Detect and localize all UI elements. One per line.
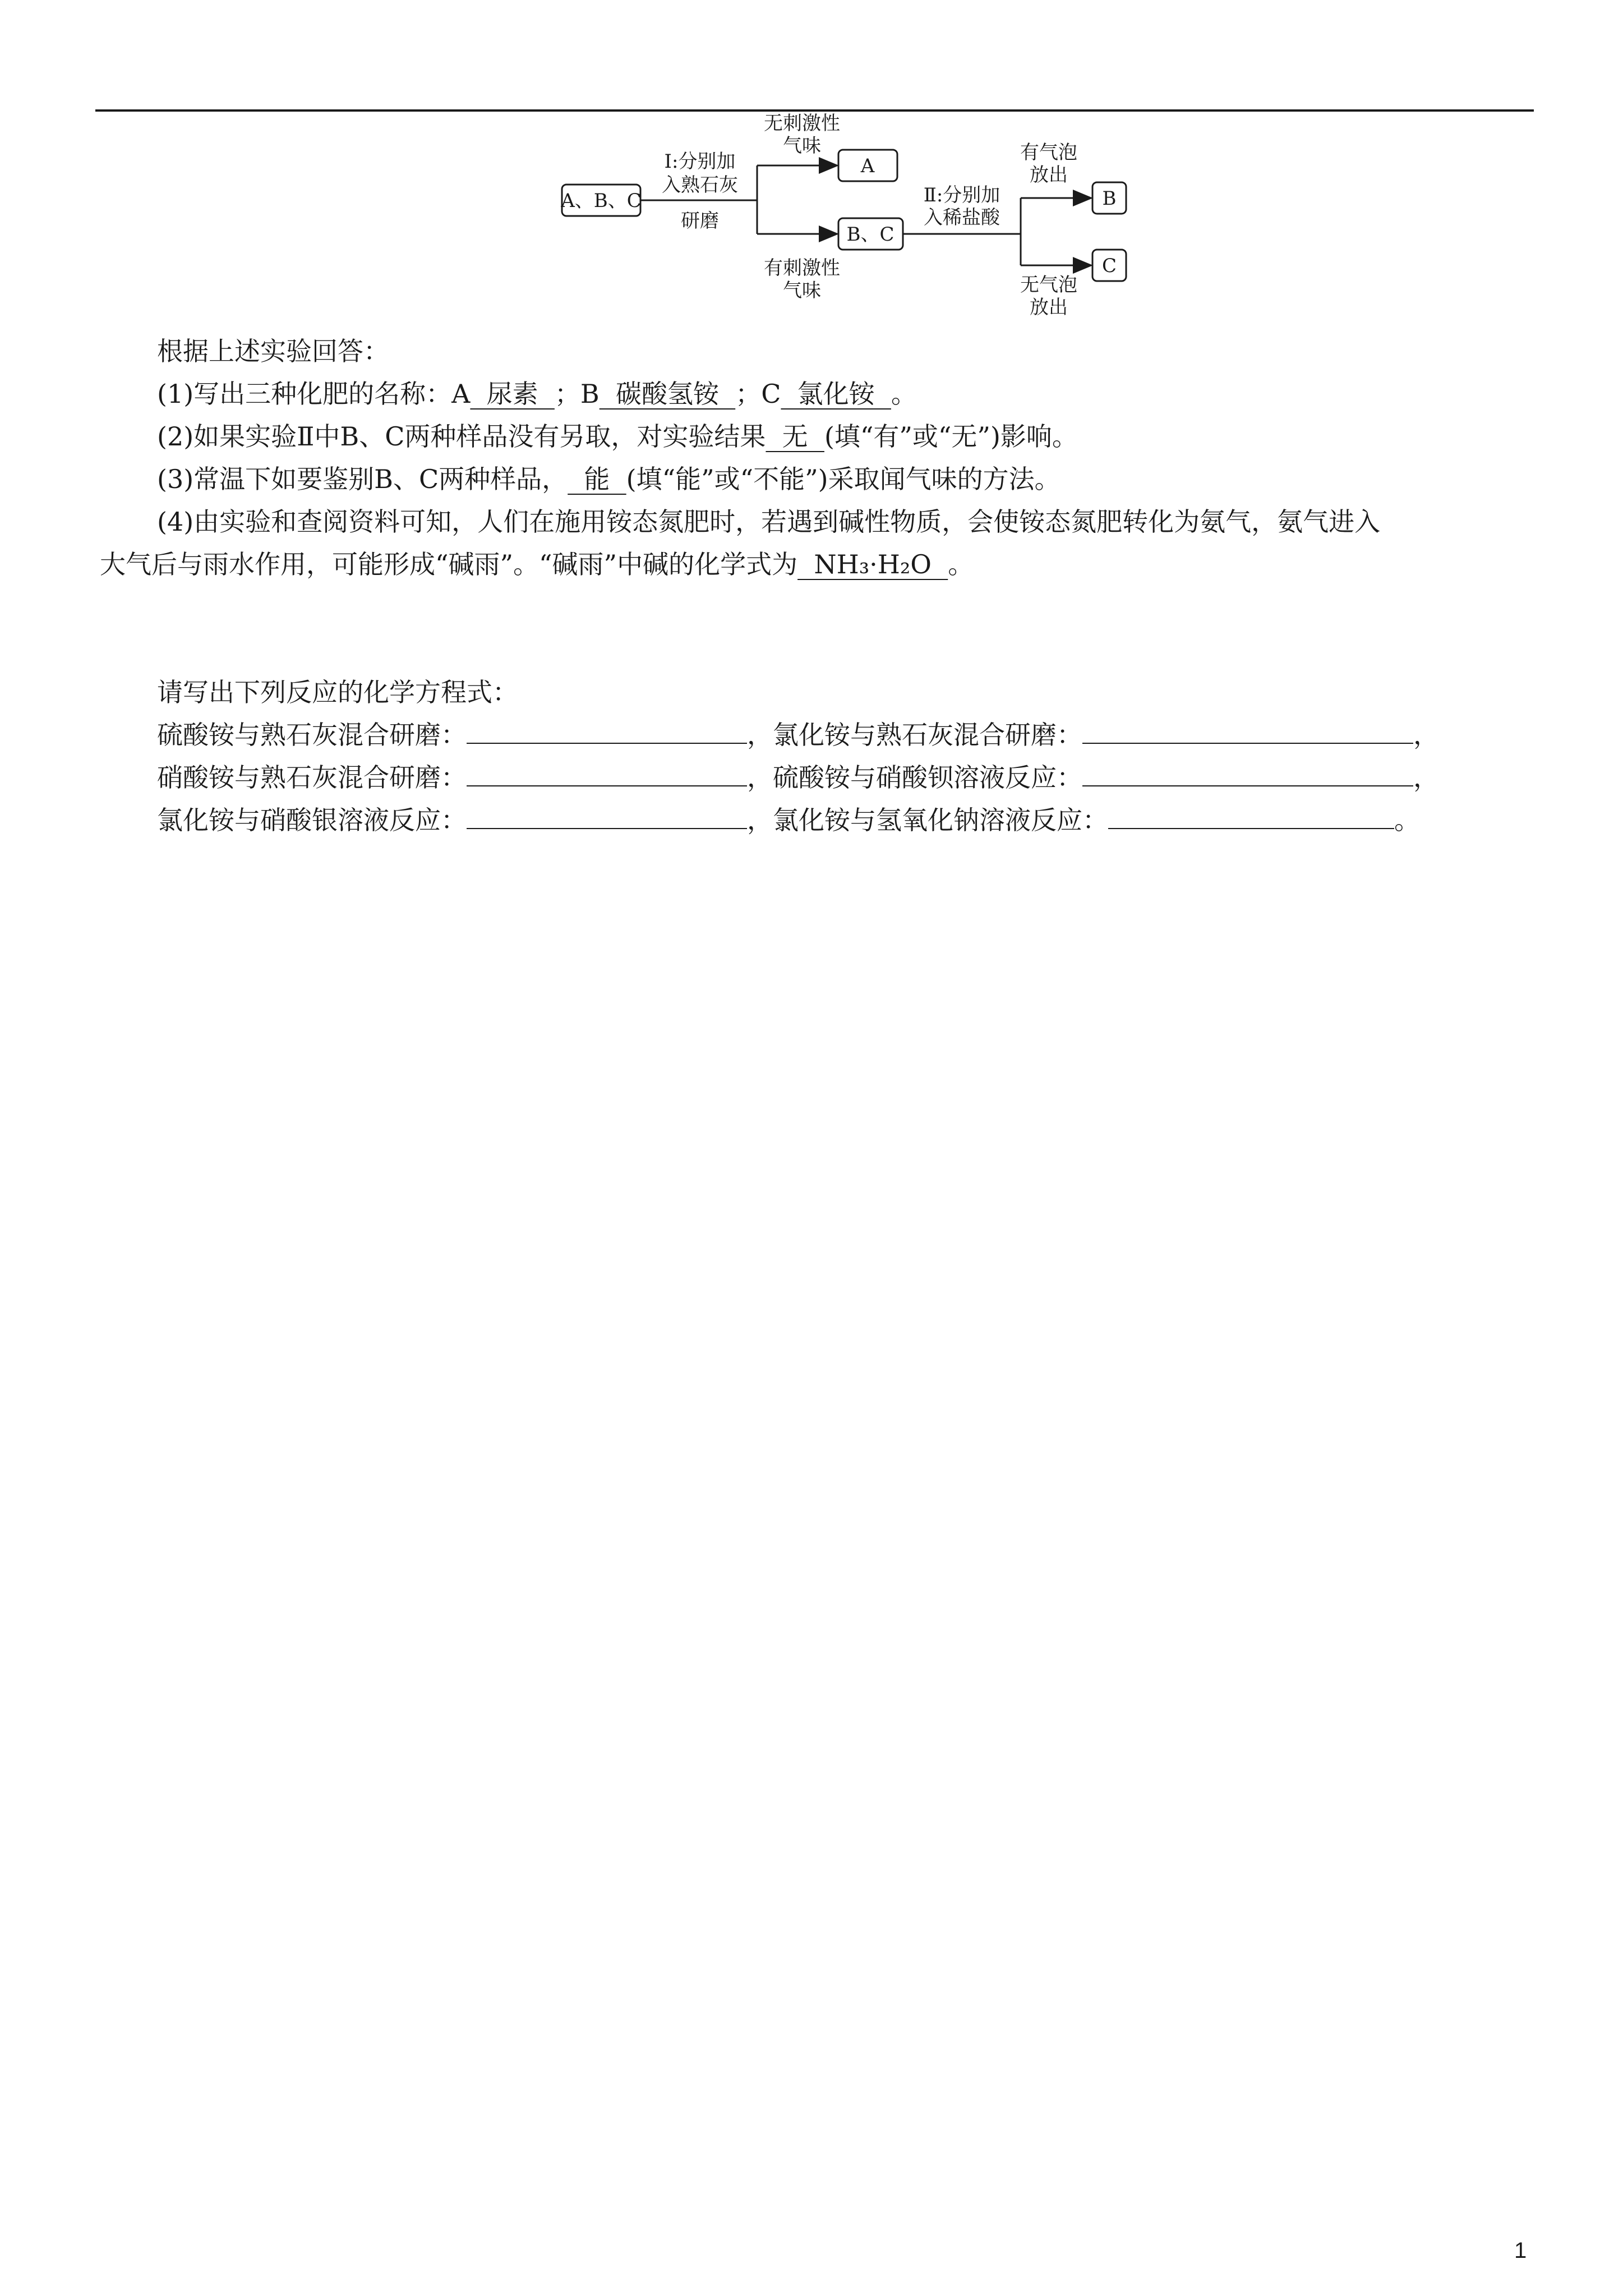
answer-blank[interactable] bbox=[1108, 806, 1394, 829]
answer-c: 氯化铵 bbox=[781, 379, 891, 409]
bubbles-label-line2: 放出 bbox=[1030, 164, 1068, 186]
answer-q3: 能 bbox=[568, 464, 626, 494]
step1-label-line3: 研磨 bbox=[681, 210, 719, 232]
experiment-flow-diagram bbox=[550, 109, 1155, 328]
question-3: (3)常温下如要鉴别B、C两种样品， 能 (填“能”或“不能”)采取闻气味的方法。 bbox=[157, 464, 1061, 494]
box-b-label: B bbox=[1102, 187, 1117, 210]
step1-label-line2: 入熟石灰 bbox=[662, 174, 738, 196]
questions-intro: 根据上述实验回答： bbox=[157, 336, 389, 366]
equation-row-2: 硝酸铵与熟石灰混合研磨： ，硫酸铵与硝酸钡溶液反应： ， bbox=[157, 762, 1439, 793]
answer-q4: NH₃·H₂O bbox=[797, 549, 948, 579]
answer-blank[interactable] bbox=[467, 720, 747, 744]
equations-intro: 请写出下列反应的化学方程式： bbox=[157, 677, 518, 707]
equation-row-3: 氯化铵与硝酸银溶液反应： ，氯化铵与氢氧化钠溶液反应： 。 bbox=[157, 805, 1420, 835]
answer-b: 碳酸氢铵 bbox=[599, 379, 736, 409]
box-abc-label: A、B、C bbox=[561, 190, 642, 212]
box-a-label: A bbox=[860, 155, 875, 177]
answer-a: 尿素 bbox=[470, 379, 555, 409]
bubbles-label-line1: 有气泡 bbox=[1020, 141, 1077, 164]
smell-label-line2: 气味 bbox=[783, 279, 821, 302]
question-1: (1)写出三种化肥的名称：A 尿素 ；B 碳酸氢铵 ；C 氯化铵 。 bbox=[157, 379, 917, 409]
box-c-label: C bbox=[1101, 255, 1117, 277]
answer-blank[interactable] bbox=[467, 763, 747, 786]
question-4-line1: (4)由实验和查阅资料可知，人们在施用铵态氮肥时，若遇到碱性物质，会使铵态氮肥转化为氨气，氨气进入 bbox=[157, 507, 1381, 537]
step2-label-line1: Ⅱ:分别加 bbox=[923, 184, 1000, 206]
step1-label-line1: Ⅰ:分别加 bbox=[664, 150, 736, 173]
question-2: (2)如果实验Ⅱ中B、C两种样品没有另取，对实验结果 无 (填“有”或“无”)影响。 bbox=[157, 421, 1078, 452]
page-number: 1 bbox=[1514, 2238, 1527, 2263]
answer-blank[interactable] bbox=[1082, 763, 1413, 786]
answer-blank[interactable] bbox=[467, 806, 747, 829]
no-bubbles-label-line1: 无气泡 bbox=[1020, 274, 1077, 296]
no-smell-label-line1: 无刺激性 bbox=[764, 112, 840, 135]
answer-blank[interactable] bbox=[1082, 720, 1413, 744]
question-4-line2: 大气后与雨水作用，可能形成“碱雨”。“碱雨”中碱的化学式为 NH₃·H₂O 。 bbox=[100, 549, 974, 579]
box-bc-label: B、C bbox=[846, 223, 895, 246]
step2-label-line2: 入稀盐酸 bbox=[924, 206, 1000, 229]
answer-q2: 无 bbox=[766, 421, 824, 452]
no-smell-label-line2: 气味 bbox=[783, 135, 821, 157]
smell-label-line1: 有刺激性 bbox=[764, 257, 840, 279]
no-bubbles-label-line2: 放出 bbox=[1030, 296, 1068, 319]
equation-row-1: 硫酸铵与熟石灰混合研磨： ，氯化铵与熟石灰混合研磨： ， bbox=[157, 720, 1439, 750]
